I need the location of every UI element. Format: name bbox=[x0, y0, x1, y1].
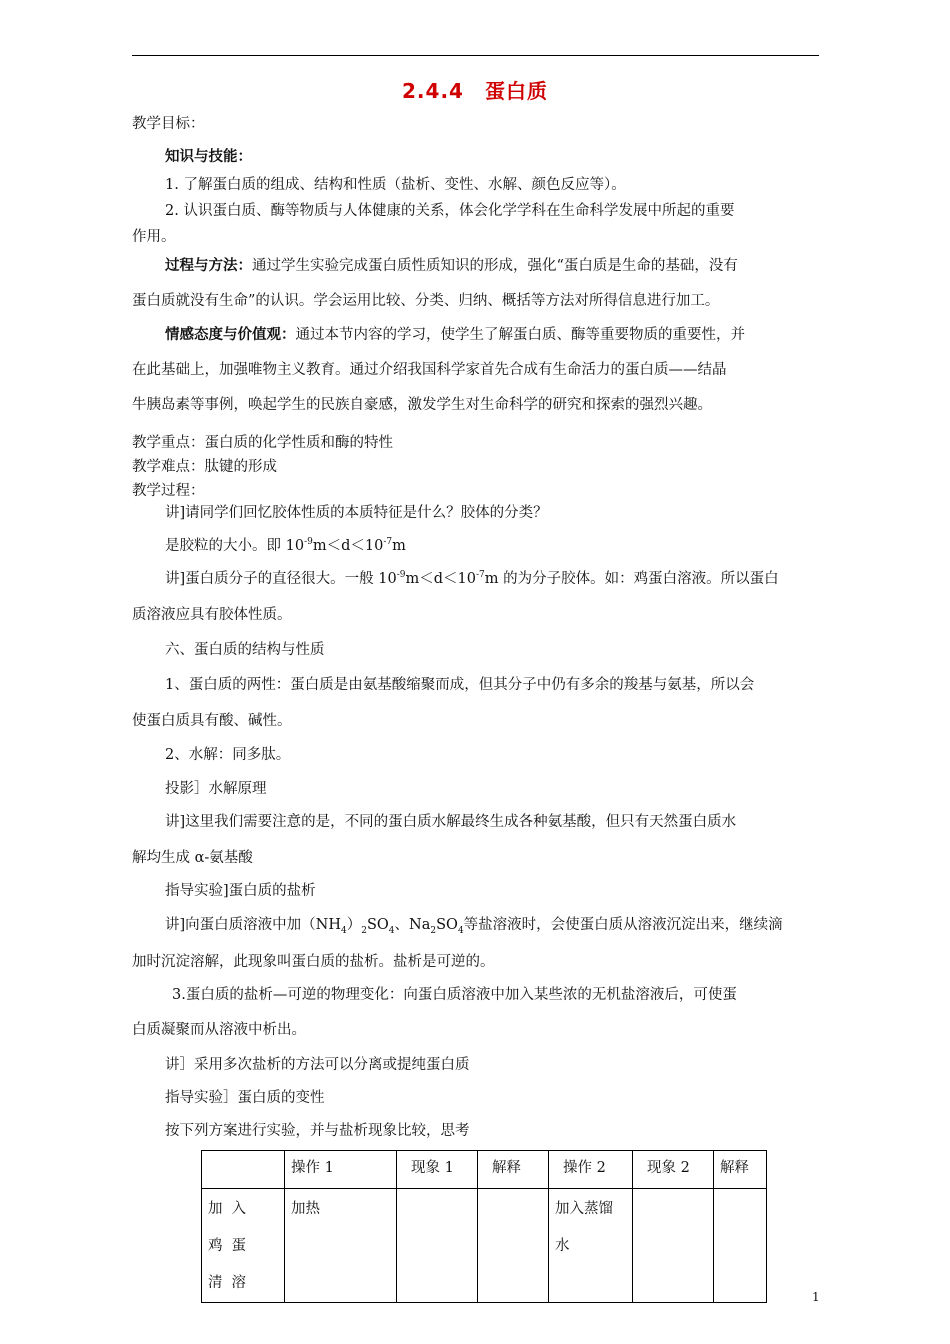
process-label: 过程与方法： bbox=[165, 257, 252, 274]
emotion-paragraph-cont-1: 在此基础上，加强唯物主义教育。通过介绍我国科学家首先合成有生命活力的蛋白质——结晶 bbox=[132, 362, 727, 378]
knowledge-label: 知识与技能： bbox=[165, 148, 252, 165]
line-experiment-denaturation: 指导实验］蛋白质的变性 bbox=[165, 1090, 325, 1106]
difficulty: 教学难点：肽键的形成 bbox=[132, 459, 277, 475]
header-rule bbox=[132, 55, 819, 56]
line-lecture-3: 讲]这里我们需要注意的是，不同的蛋白质水解最终生成各种氨基酸，但只有天然蛋白质水 bbox=[165, 814, 737, 830]
table-header-cell: 现象 1 bbox=[397, 1151, 478, 1189]
process-title: 教学过程： bbox=[132, 483, 205, 499]
table-header-cell: 现象 2 bbox=[633, 1151, 714, 1189]
line-lecture-4-cont: 加时沉淀溶解，此现象叫蛋白质的盐析。盐析是可逆的。 bbox=[132, 954, 495, 970]
page-title: 2.4.4 蛋白质 bbox=[402, 79, 548, 103]
knowledge-item-1: 1. 了解蛋白质的组成、结构和性质（盐析、变性、水解、颜色反应等）。 bbox=[165, 177, 626, 193]
table-header-cell: 操作 1 bbox=[285, 1151, 397, 1189]
table-header-cell: 操作 2 bbox=[549, 1151, 633, 1189]
line-lecture-5: 讲］采用多次盐析的方法可以分离或提纯蛋白质 bbox=[165, 1057, 470, 1073]
table-header-cell: 解释 bbox=[714, 1151, 767, 1189]
line-salting-point-cont: 白质凝聚而从溶液中析出。 bbox=[132, 1022, 306, 1038]
line-amphoteric: 1、蛋白质的两性：蛋白质是由氨基酸缩聚而成，但其分子中仍有多余的羧基与氨基，所以会 bbox=[165, 677, 755, 693]
emotion-paragraph-cont-2: 牛胰岛素等事例，唤起学生的民族自豪感，激发学生对生命科学的研究和探索的强烈兴趣。 bbox=[132, 397, 712, 413]
table-header-row bbox=[202, 1151, 767, 1189]
process-paragraph-cont: 蛋白质就没有生命”的认识。学会运用比较、分类、归纳、概括等方法对所得信息进行加工。 bbox=[132, 293, 720, 309]
line-lecture-1: 讲]请同学们回忆胶体性质的本质特征是什么？胶体的分类？ bbox=[165, 505, 548, 521]
line-lecture-2: 讲]蛋白质分子的直径很大。一般 $10^{-9}m<d<10^{-7}m$ 的为分子胶体。如：鸡蛋白溶液。所以蛋白 bbox=[165, 570, 779, 587]
key-point: 教学重点：蛋白质的化学性质和酶的特性 bbox=[132, 435, 393, 451]
process-paragraph: 过程与方法：通过学生实验完成蛋白质性质知识的形成，强化“蛋白质是生命的基础，没有 bbox=[165, 257, 738, 274]
table-cell: 加入鸡蛋清溶 bbox=[202, 1189, 285, 1303]
table-cell bbox=[397, 1189, 478, 1303]
knowledge-item-2-cont: 作用。 bbox=[132, 229, 176, 245]
section-heading-6: 六、蛋白质的结构与性质 bbox=[165, 642, 325, 658]
line-salting-point: 3.蛋白质的盐析—可逆的物理变化：向蛋白质溶液中加入某些浓的无机盐溶液后，可使蛋 bbox=[172, 987, 737, 1003]
knowledge-item-2: 2. 认识蛋白质、酶等物质与人体健康的关系，体会化学学科在生命科学发展中所起的重要 bbox=[165, 203, 735, 219]
line-lecture-2-cont: 质溶液应具有胶体性质。 bbox=[132, 607, 292, 623]
experiment-table bbox=[201, 1150, 767, 1303]
line-lecture-4: 讲]向蛋白质溶液中加$(NH_4)_2SO_4$、$Na_2SO_4$等盐溶液时，会使蛋白质从溶液沉淀出来，继续滴 bbox=[165, 917, 783, 936]
goals-label: 教学目标： bbox=[132, 116, 205, 132]
line-experiment-salting: 指导实验]蛋白质的盐析 bbox=[165, 883, 316, 899]
table-cell bbox=[714, 1189, 767, 1303]
table-cell: 加热 bbox=[285, 1189, 397, 1303]
line-projection: 投影］水解原理 bbox=[165, 781, 267, 797]
line-amphoteric-cont: 使蛋白质具有酸、碱性。 bbox=[132, 713, 292, 729]
table-row bbox=[202, 1189, 767, 1303]
table-cell bbox=[478, 1189, 549, 1303]
emotion-label: 情感态度与价值观： bbox=[165, 326, 296, 343]
emotion-paragraph: 情感态度与价值观：通过本节内容的学习，使学生了解蛋白质、酶等重要物质的重要性，并 bbox=[165, 326, 745, 343]
page-number: 1 bbox=[812, 1290, 820, 1304]
line-instructions: 按下列方案进行实验，并与盐析现象比较，思考 bbox=[165, 1123, 470, 1139]
table-header-cell: 解释 bbox=[478, 1151, 549, 1189]
line-particle-size: 是胶粒的大小。即 $10^{-9}m<d<10^{-7}m$ bbox=[165, 537, 406, 554]
table-cell bbox=[633, 1189, 714, 1303]
line-hydrolysis: 2、水解：同多肽。 bbox=[165, 747, 291, 763]
line-lecture-3-cont: 解均生成 α-氨基酸 bbox=[132, 850, 253, 866]
table-cell: 加入蒸馏水 bbox=[549, 1189, 633, 1303]
table-header-cell bbox=[202, 1151, 285, 1189]
